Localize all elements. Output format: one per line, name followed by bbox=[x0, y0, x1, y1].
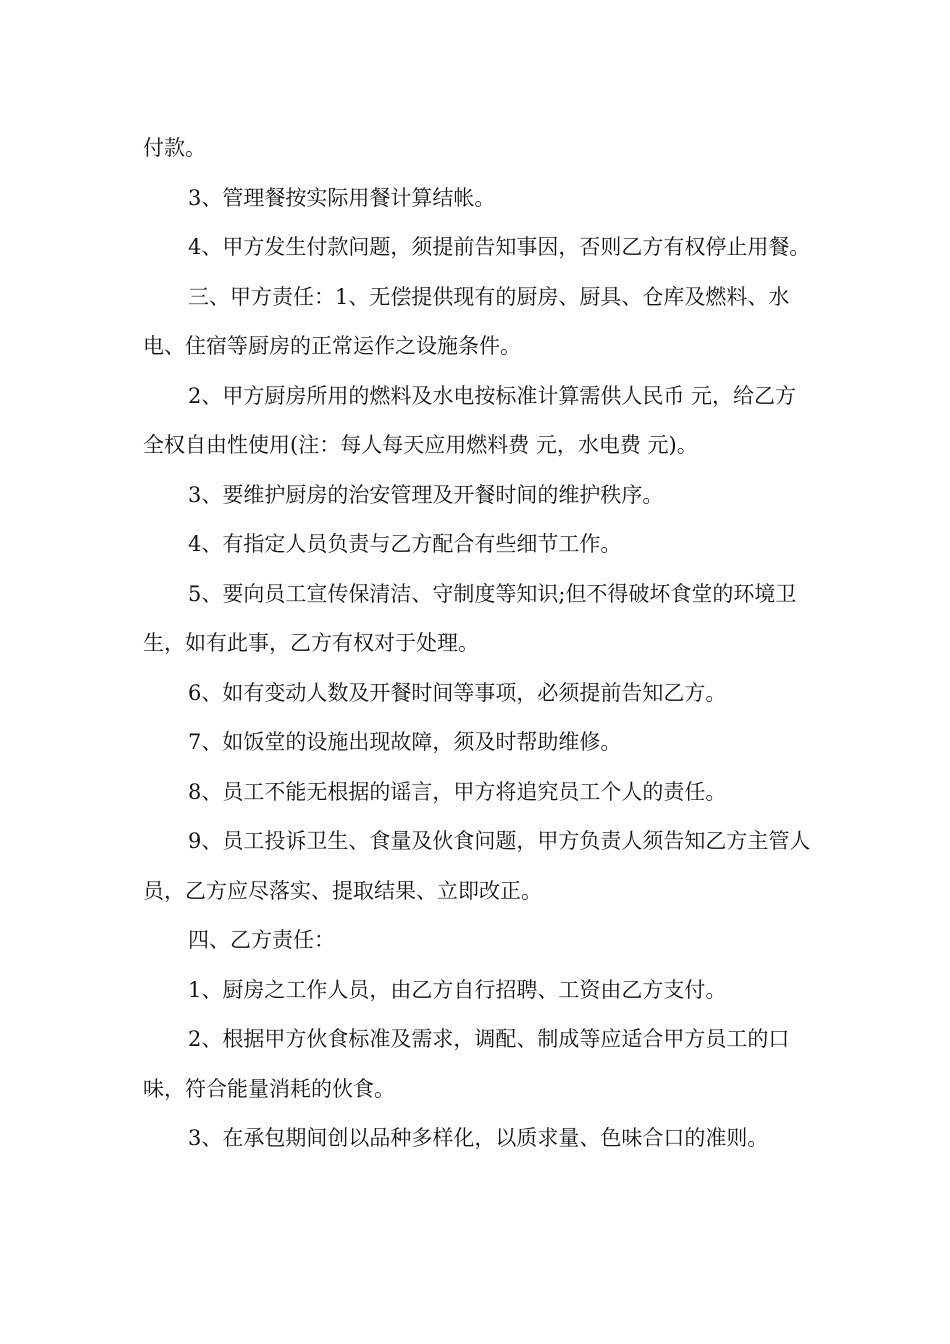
paragraph-9: 6、如有变动人数及开餐时间等事项，必须提前告知乙方。 bbox=[188, 680, 727, 705]
paragraph-12: 9、员工投诉卫生、食量及伙食问题，甲方负责人须告知乙方主管人员，乙方应尽落实、提取结果、立即改正。 bbox=[143, 829, 811, 903]
paragraph-14: 1、厨房之工作人员，由乙方自行招聘、工资由乙方支付。 bbox=[188, 977, 727, 1002]
paragraph-13: 四、乙方责任： bbox=[188, 928, 335, 952]
paragraph-11: 8、员工不能无根据的谣言，甲方将追究员工个人的责任。 bbox=[188, 779, 727, 804]
paragraph-6: 3、要维护厨房的治安管理及开餐时间的维护秩序。 bbox=[188, 482, 664, 507]
paragraph-4: 三、甲方责任：1、无偿提供现有的厨房、厨具、仓库及燃料、水电、住宿等厨房的正常运作之设施条件。 bbox=[143, 284, 790, 358]
paragraph-3: 4、甲方发生付款问题，须提前告知事因，否则乙方有权停止用餐。 bbox=[188, 235, 811, 259]
paragraph-15: 2、根据甲方伙食标准及需求，调配、制成等应适合甲方员工的口味，符合能量消耗的伙食。 bbox=[143, 1027, 790, 1101]
paragraph-10: 7、如饭堂的设施出现故障，须及时帮助维修。 bbox=[188, 730, 622, 754]
paragraph-5: 2、甲方厨房所用的燃料及水电按标准计算需供人民币 元，给乙方全权自由性使用(注：每人每天应用燃料费 元，水电费 元)。 bbox=[143, 383, 797, 457]
paragraph-7: 4、有指定人员负责与乙方配合有些细节工作。 bbox=[188, 532, 622, 556]
document-body bbox=[143, 124, 813, 1164]
paragraph-1: 付款。 bbox=[143, 136, 206, 160]
paragraph-8: 5、要向员工宣传保清洁、守制度等知识;但不得破坏食堂的环境卫生，如有此事，乙方有权对于处理。 bbox=[143, 581, 797, 655]
paragraph-2: 3、管理餐按实际用餐计算结帐。 bbox=[188, 185, 496, 210]
paragraph-16: 3、在承包期间创以品种多样化，以质求量、色味合口的准则。 bbox=[188, 1126, 769, 1150]
